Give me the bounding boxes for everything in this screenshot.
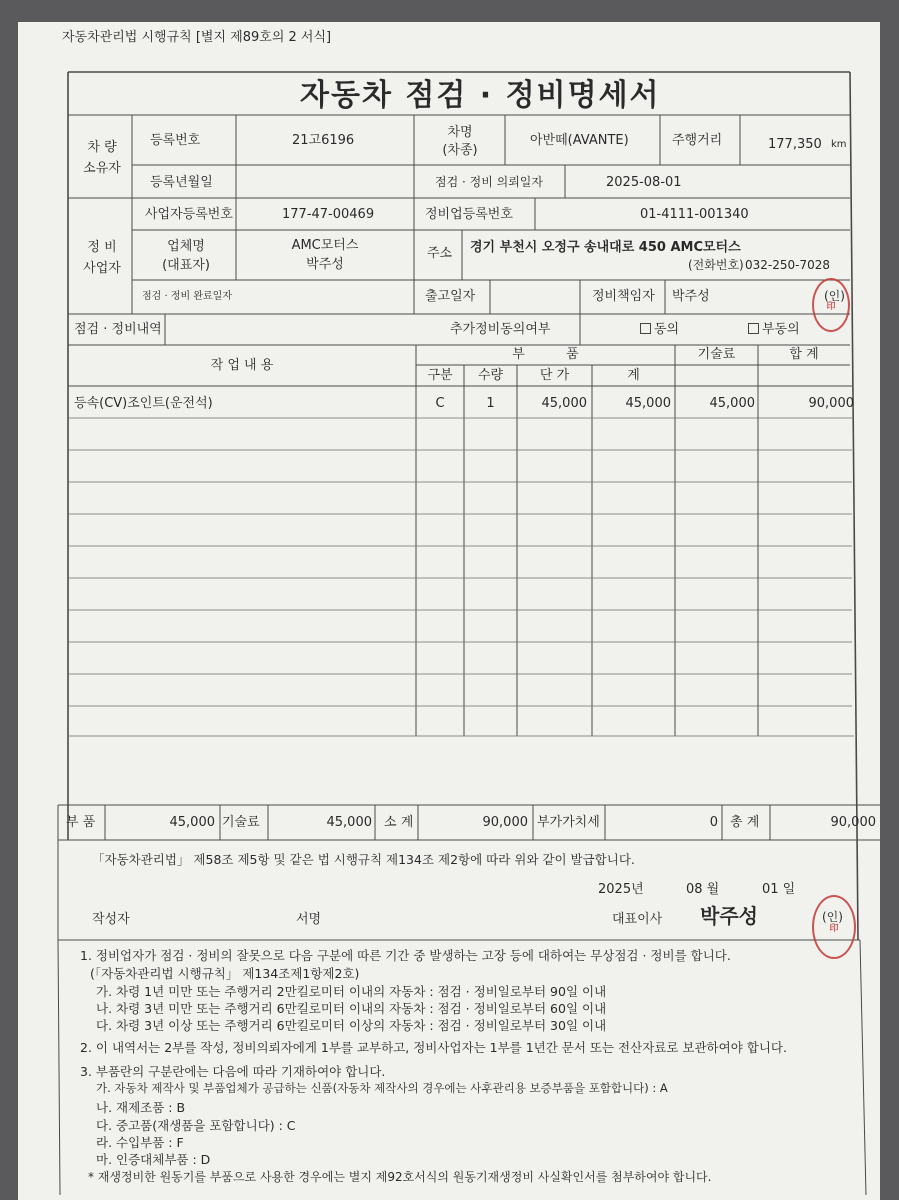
note-line: 3. 부품란의 구분란에는 다음에 따라 기재하여야 합니다. <box>80 1064 386 1079</box>
reg-date-label: 등록년월일 <box>150 175 213 190</box>
ceo-seal-label: (인) <box>822 910 843 924</box>
shop-reg-value: 01-4111-001340 <box>640 207 749 222</box>
reg-no-value: 21고6196 <box>292 133 355 148</box>
parts-header: 부 품 <box>512 347 579 362</box>
manager-seal-label: (인) <box>824 289 845 303</box>
address-value: 경기 부천시 오정구 송내대로 450 AMC모터스 <box>470 240 741 255</box>
totals-total-value: 90,000 <box>830 815 876 830</box>
manager-value: 박주성 <box>672 289 710 304</box>
company-label: 업체명 (대표자) <box>162 239 210 273</box>
note-line: 나. 재제조품 : B <box>96 1100 186 1115</box>
manager-label: 정비책임자 <box>592 289 655 304</box>
row-unit-price: 45,000 <box>541 396 587 411</box>
mileage-unit: km <box>831 139 847 150</box>
complete-date-label: 점검 · 정비 완료일자 <box>142 291 232 302</box>
note-line: 다. 중고품(재생품을 포함합니다) : C <box>96 1118 296 1133</box>
note-line: 1. 정비업자가 점검 · 정비의 잘못으로 다음 구분에 따른 기간 중 발생하는 고장 등에 대하여는 무상점검 · 정비를 합니다. <box>80 948 731 963</box>
row-parts-sum: 45,000 <box>625 396 671 411</box>
col-qty-header: 수량 <box>477 368 504 383</box>
agree-checkbox[interactable] <box>640 322 679 338</box>
issue-month: 08 월 <box>686 882 720 897</box>
address-label: 주소 <box>427 246 453 261</box>
mileage-value: 177,350 <box>768 137 822 152</box>
release-date-label: 출고일자 <box>425 289 476 304</box>
consent-label: 추가정비동의여부 <box>450 322 551 337</box>
request-date-label: 점검 · 정비 의뢰일자 <box>435 175 543 189</box>
col-type-header: 구분 <box>427 368 453 383</box>
car-name-label: 차명 (차종) <box>442 125 478 159</box>
ceo-label: 대표이사 <box>612 912 663 927</box>
representative-value: 박주성 <box>306 257 344 272</box>
col-unit-header: 단 가 <box>539 368 570 383</box>
ceo-signature: 박주성 <box>700 904 758 928</box>
note-line: 라. 수입부품 : F <box>96 1135 184 1150</box>
agree-checkbox-box[interactable] <box>640 323 651 334</box>
agree-label: 동의 <box>654 322 680 337</box>
note-line: * 재생정비한 원동기를 부품으로 사용한 경우에는 별지 제92호서식의 원동기재생정비 사실확인서를 첨부하여야 합니다. <box>88 1170 712 1184</box>
phone-label: (전화번호) <box>688 258 744 272</box>
shop-section-label: 정 비 사업자 <box>83 240 121 276</box>
biz-no-value: 177-47-00469 <box>282 207 375 222</box>
row-work: 등속(CV)조인트(운전석) <box>74 396 213 411</box>
work-header: 작 업 내 용 <box>210 358 274 373</box>
issue-statement: 「자동차관리법」 제58조 제5항 및 같은 법 시행규칙 제134조 제2항에 따라 위와 같이 발급합니다. <box>92 852 635 867</box>
row-type: C <box>435 396 445 411</box>
totals-subtotal-value: 90,000 <box>482 815 528 830</box>
totals-parts-label: 부 품 <box>66 815 96 830</box>
manager-seal-stamp: 印 <box>812 278 850 332</box>
labor-header: 기술료 <box>697 347 736 362</box>
note-line: 가. 자동차 제작사 및 부품업체가 공급하는 신품(자동차 제작사의 경우에는 사후관리용 보증부품을 포함합니다) : A <box>96 1081 668 1095</box>
issue-year: 2025년 <box>598 882 644 897</box>
form-reference: 자동차관리법 시행규칙 [별지 제89호의 2 서식] <box>62 30 332 45</box>
biz-no-label: 사업자등록번호 <box>145 207 233 222</box>
mileage-label: 주행거리 <box>672 133 723 148</box>
signature-label: 서명 <box>296 912 322 927</box>
row-labor: 45,000 <box>709 396 755 411</box>
total-header: 합 계 <box>789 347 819 362</box>
car-name-value: 아반떼(AVANTE) <box>530 133 629 148</box>
disagree-checkbox-box[interactable] <box>748 323 759 334</box>
totals-vat-label: 부가가치세 <box>537 815 600 830</box>
disagree-checkbox[interactable] <box>748 322 800 338</box>
owner-section-label: 차 량 소유자 <box>83 140 121 176</box>
note-line: 가. 차령 1년 미만 또는 주행거리 2만킬로미터 이내의 자동차 : 점검 · 정비일로부터 90일 이내 <box>96 984 607 999</box>
note-line: 마. 인증대체부품 : D <box>96 1152 211 1167</box>
phone-value: 032-250-7028 <box>745 258 831 272</box>
totals-labor-value: 45,000 <box>326 815 372 830</box>
company-value: AMC모터스 <box>291 238 359 253</box>
disagree-label: 부동의 <box>762 322 800 337</box>
history-label: 점검 · 정비내역 <box>74 322 162 337</box>
row-qty: 1 <box>486 396 495 411</box>
shop-reg-label: 정비업등록번호 <box>425 207 513 222</box>
totals-vat-value: 0 <box>709 815 718 830</box>
totals-parts-value: 45,000 <box>169 815 215 830</box>
totals-subtotal-label: 소 계 <box>384 815 414 830</box>
col-sum-header: 계 <box>627 368 640 383</box>
row-total: 90,000 <box>808 396 854 411</box>
note-line: 다. 차령 3년 이상 또는 주행거리 6만킬로미터 이상의 자동차 : 점검 · 정비일로부터 30일 이내 <box>96 1018 607 1033</box>
totals-labor-label: 기술료 <box>222 815 260 830</box>
writer-label: 작성자 <box>92 912 130 927</box>
totals-total-label: 총 계 <box>730 815 760 830</box>
note-line: (「자동차관리법 시행규칙」 제134조제1항제2호) <box>90 966 360 981</box>
note-line: 2. 이 내역서는 2부를 작성, 정비의뢰자에게 1부를 교부하고, 정비사업자는 1부를 1년간 문서 또는 전산자료로 보관하여야 합니다. <box>80 1040 787 1055</box>
note-line: 나. 차령 3년 미만 또는 주행거리 6만킬로미터 이내의 자동차 : 점검 · 정비일로부터 60일 이내 <box>96 1001 607 1016</box>
request-date-value: 2025-08-01 <box>606 175 682 190</box>
reg-no-label: 등록번호 <box>150 133 201 148</box>
issue-day: 01 일 <box>762 882 796 897</box>
page-title: 자동차 점검 · 정비명세서 <box>300 78 661 113</box>
ceo-seal-stamp: 印 <box>812 895 856 959</box>
